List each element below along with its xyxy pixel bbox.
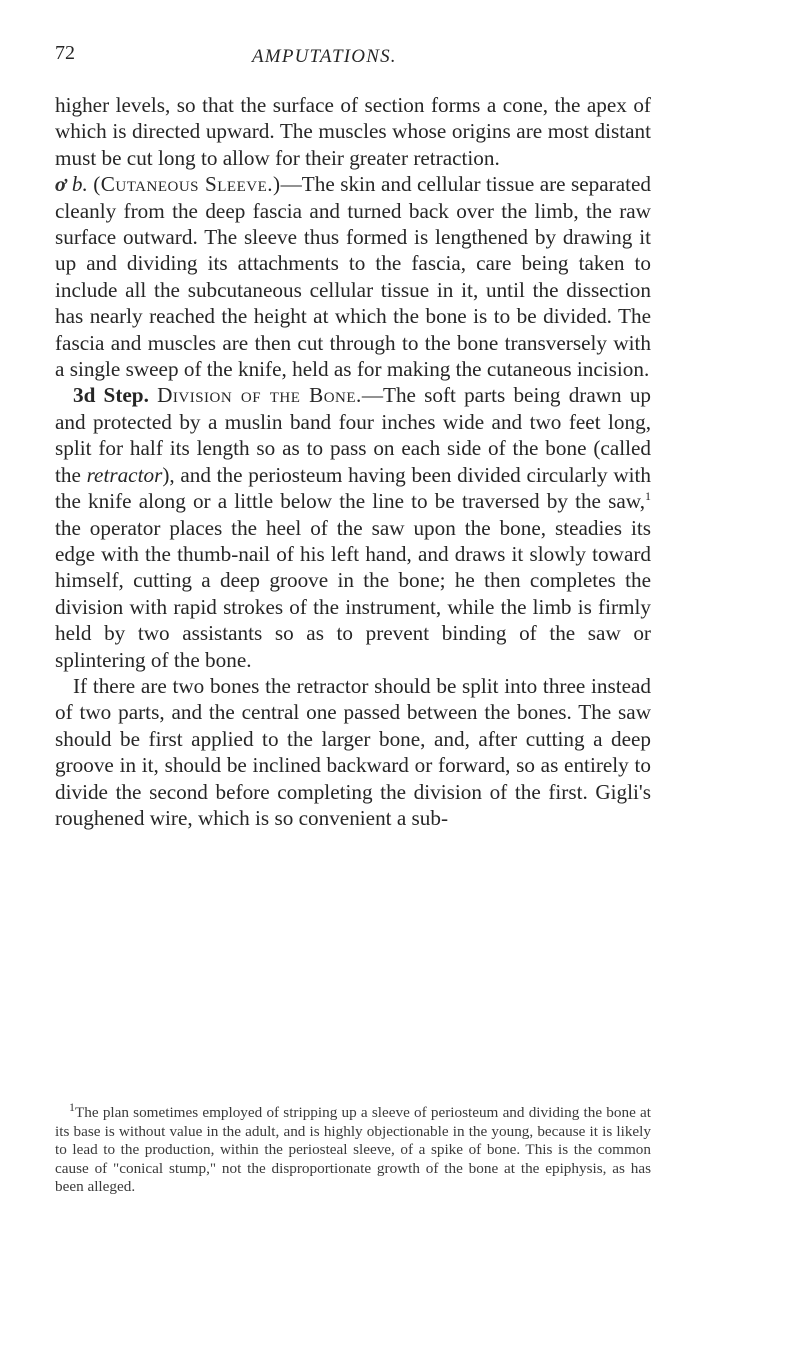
step-text-c: the operator places the heel of the saw upon the bone, steadies its edge with the thumb-nail of his left hand, and draws it slowly toward himself, cutting a deep groove in the bone; he then completes the division with rapid strokes of the instrument, while the limb is firmly held by two assistants so as to prevent binding of the saw or splintering of the bone.	[55, 515, 651, 672]
footnote-reference: 1	[645, 489, 651, 504]
section-text: —The skin and cellular tissue are separated cleanly from the deep fascia and turned back over the limb, the raw surface outward. The sleeve thus formed is lengthened by drawing it up and dividing its attachments to the fascia, care being taken to include all the subcutaneous cellular tissue in it, until the dissection has nearly reached the height at which the bone is to be divided. The fascia and muscles are then cut through to the bone transversely with a single sweep of the knife, held as for making the cutaneous incision.	[55, 172, 652, 382]
step-text-a: —The soft parts being drawn up and protected by a muslin band four inches wide and two feet long, split for half its length so as to pass on each side of the bone (called the	[55, 383, 652, 487]
running-title: AMPUTATIONS.	[252, 46, 397, 67]
handwritten-mark: ơ	[55, 172, 67, 197]
step-label: 3d Step.	[73, 383, 149, 408]
body-text	[55, 92, 651, 831]
step-heading: Division of the Bone.	[157, 383, 362, 408]
footnote-text: The plan sometimes employed of stripping up a sleeve of periosteum and dividing the bone at its base is without value in the adult, and is highly objectionable in the young, because it is likely to lead to the production, within the periosteal sleeve, of a spike of bone. This is the common cause of "conical stump," not the disproportionate growth of the bone at the epiphysis, as has been alleged.	[55, 1104, 651, 1196]
page-number: 72	[55, 42, 75, 64]
step-text-b: ), and the periosteum having been divided circularly with the knife along or a little below the line to be traversed by the saw,	[55, 462, 651, 514]
footnote	[55, 1099, 651, 1197]
retractor-term: retractor	[86, 462, 163, 487]
paragraph-cutaneous-sleeve	[55, 171, 651, 382]
paragraph-two-bones: If there are two bones the retractor should be split into three instead of two parts, and the central one passed between the bones. The saw should be first applied to the larger bone, and, after cutting a deep groove in it, should be inclined backward or forward, so as entirely to divide the second before completing the division of the first. Gigli's roughened wire, which is so convenient a sub-	[55, 673, 651, 830]
paragraph-cone: higher levels, so that the surface of section forms a cone, the apex of which is directed upward. The muscles whose origins are most distant must be cut long to allow for their greater retraction.	[55, 93, 651, 170]
section-label: b.	[71, 172, 88, 197]
footnote-paragraph	[55, 1099, 651, 1197]
running-header	[55, 42, 542, 68]
section-heading: (Cutaneous Sleeve.)	[93, 172, 281, 197]
footnote-marker: 1	[69, 1099, 75, 1114]
paragraph-division-of-bone	[55, 382, 651, 672]
